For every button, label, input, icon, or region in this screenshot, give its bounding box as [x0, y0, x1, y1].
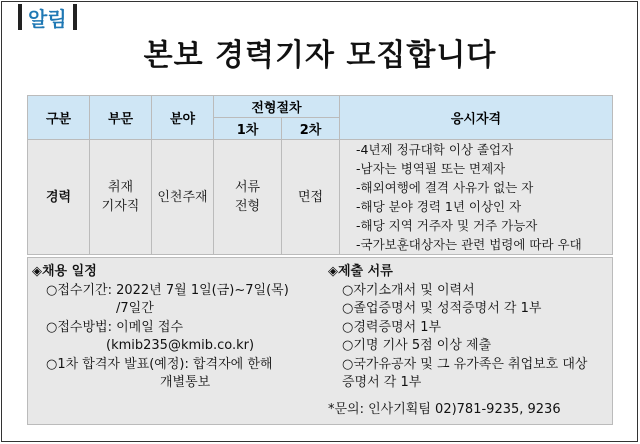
cell-round1 — [214, 140, 282, 255]
header-department: 부문 — [90, 96, 152, 140]
schedule-email: (kmib235@kmib.co.kr) — [106, 338, 255, 353]
schedule-section — [32, 263, 322, 393]
qualification-item: -남자는 병역필 또는 면제자 — [356, 161, 506, 176]
cell-round1-line2: 전형 — [234, 199, 261, 214]
header-process: 전형절차 — [214, 96, 340, 118]
schedule-heading: ◈채용 일정 — [32, 264, 97, 279]
schedule-method: ○접수방법: 이메일 접수 — [46, 319, 184, 335]
cell-round1-line1: 서류 — [234, 180, 261, 195]
info-box — [27, 257, 613, 425]
table-row — [28, 140, 613, 255]
document-item: ○기명 기사 5점 이상 제출 — [342, 338, 492, 353]
header-field: 분야 — [152, 96, 214, 140]
tag-label: 알림 — [28, 6, 67, 31]
contact-info: *문의: 인사기획팀 02)781-9235, 9236 — [328, 402, 561, 417]
document-item: ○국가유공자 및 그 유가족은 취업보호 대상 — [342, 356, 588, 372]
schedule-period: ○접수기간: 2022년 7월 1일(금)~7일(목) — [46, 282, 289, 298]
notice-tag — [18, 2, 77, 32]
document-item: ○졸업증명서 및 성적증명서 각 1부 — [342, 301, 542, 316]
cell-round2: 면접 — [282, 140, 340, 255]
header-category: 구분 — [28, 96, 90, 140]
qualification-item: -국가보훈대상자는 관련 법령에 따라 우대 — [356, 237, 582, 252]
cell-department — [90, 140, 152, 255]
cell-qualifications — [340, 140, 613, 255]
schedule-period-cont: /7일간 — [116, 301, 154, 316]
recruitment-table — [27, 95, 613, 255]
schedule-announce: ○1차 합격자 발표(예정): 합격자에 한해 — [46, 356, 273, 372]
page-title: 본보 경력기자 모집합니다 — [143, 38, 497, 73]
cell-department-line2: 기자직 — [101, 199, 140, 214]
document-item: ○경력증명서 1부 — [342, 319, 442, 335]
table-header-row — [28, 96, 613, 118]
cell-category: 경력 — [28, 140, 90, 255]
qualification-item: -해당 지역 거주자 및 거주 가능자 — [356, 218, 538, 233]
cell-field: 인천주재 — [152, 140, 214, 255]
cell-department-line1: 취재 — [107, 180, 134, 195]
header-round2: 2차 — [282, 118, 340, 140]
documents-section — [328, 263, 612, 393]
tag-bar-right — [73, 4, 77, 30]
qualification-item: -해외여행에 결격 사유가 없는 자 — [356, 180, 534, 195]
documents-heading: ◈제출 서류 — [328, 264, 393, 279]
schedule-announce-cont: 개별통보 — [160, 375, 211, 390]
qualification-item: -4년제 정규대학 이상 졸업자 — [356, 142, 514, 157]
header-round1: 1차 — [214, 118, 282, 140]
document-item: ○자기소개서 및 이력서 — [342, 282, 475, 298]
document-item-cont: 증명서 각 1부 — [342, 375, 422, 390]
header-qualifications: 응시자격 — [340, 96, 613, 140]
qualification-item: -해당 분야 경력 1년 이상인 자 — [356, 199, 522, 214]
